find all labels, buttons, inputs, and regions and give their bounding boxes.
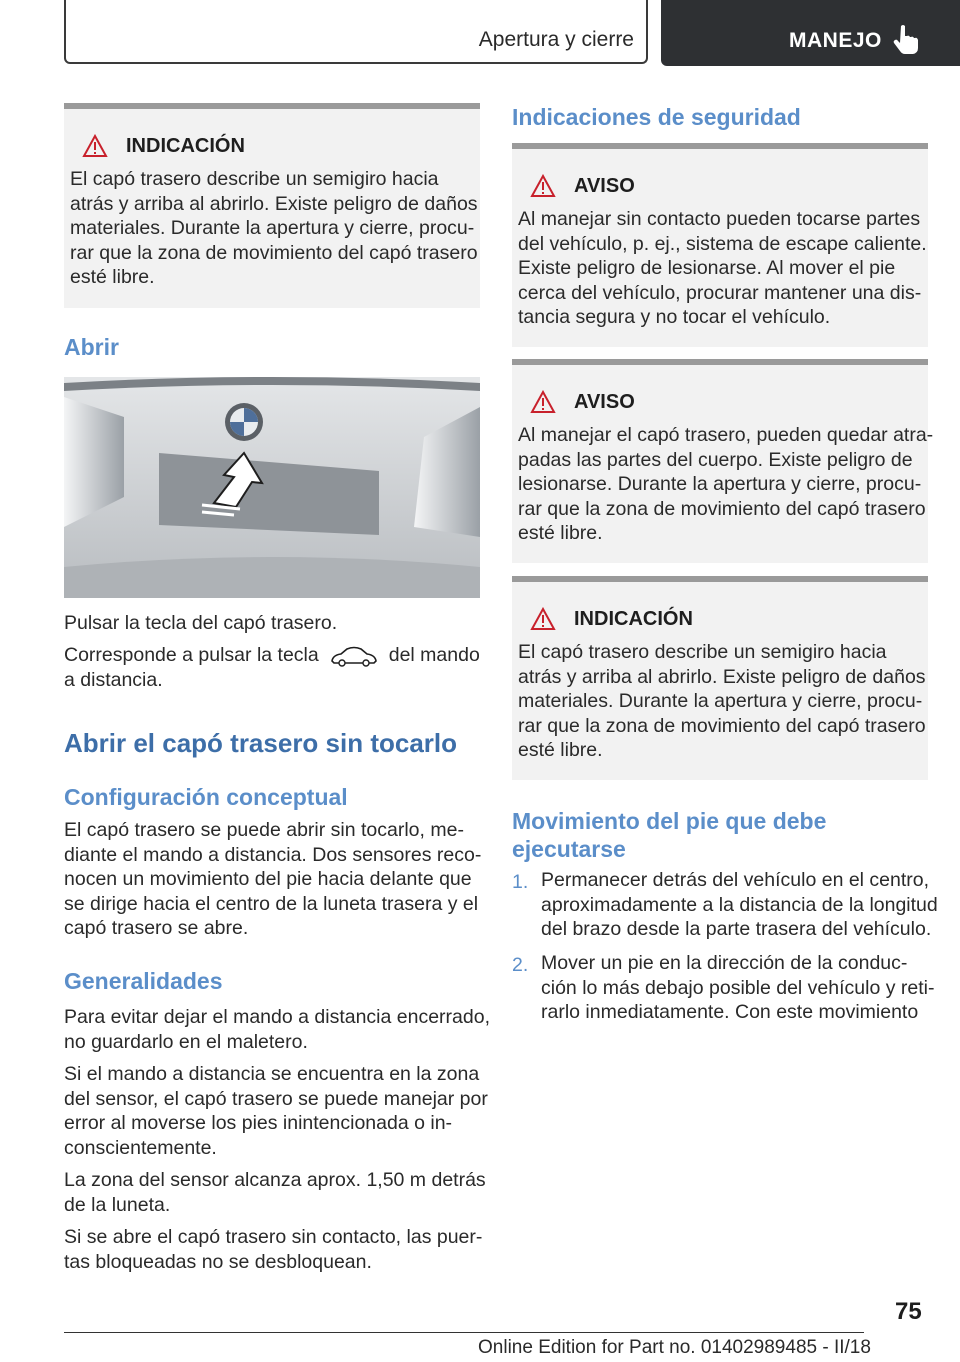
step-line: rarlo inmediatamente. Con este movimiento — [541, 1001, 919, 1023]
warning-line: esté libre. — [518, 522, 603, 544]
section-heading: Abrir el capó trasero sin tocarlo — [64, 728, 458, 758]
warning-title: AVISO — [574, 390, 635, 413]
general-heading: Generalidades — [64, 968, 223, 994]
general-line: del sensor, el capó trasero se puede manejar por — [64, 1087, 488, 1110]
general-line: Para evitar dejar el mando a distancia encerrado, — [64, 1006, 490, 1028]
warning-line: cerca del vehículo, procurar mantener una dis‐ — [518, 281, 922, 304]
concept-line: El capó trasero se puede abrir sin tocarlo, me‐ — [64, 819, 464, 841]
warning-line: Al manejar sin contacto pueden tocarse partes — [518, 208, 921, 230]
general-line: de la luneta. — [64, 1193, 171, 1216]
warning-line: rar que la zona de movimiento del capó trasero — [518, 497, 926, 520]
notice-line: rar que la zona de movimiento del capó trasero — [70, 241, 478, 264]
warning-line: tancia segura y no tocar el vehículo. — [518, 306, 831, 328]
warning-triangle-icon — [530, 174, 556, 198]
step-line: ción lo más debajo posible del vehículo y reti‐ — [541, 976, 935, 999]
notice-line: esté libre. — [518, 739, 603, 761]
general-line: Si el mando a distancia se encuentra en la zona — [64, 1063, 480, 1085]
open-instruction: Pulsar la tecla del capó trasero. — [64, 612, 338, 634]
open-heading: Abrir — [64, 334, 119, 360]
general-paragraph-1 — [64, 1005, 490, 1054]
concept-heading: Configuración conceptual — [64, 784, 348, 810]
section-title: Apertura y cierre — [478, 28, 634, 51]
header-chapter-tab — [661, 0, 960, 66]
concept-paragraph — [64, 818, 480, 941]
notice-line: materiales. Durante la apertura y cierre, procu‐ — [70, 217, 475, 239]
footer-edition: Online Edition for Part no. 01402989485 - II/18 — [478, 1337, 871, 1358]
warning-line: padas las partes del cuerpo. Existe peligro de — [518, 448, 913, 471]
foot-heading-line-1: Movimiento del pie que debe — [512, 808, 827, 834]
pointing-hand-icon — [893, 24, 919, 54]
warning-line: Al manejar el capó trasero, pueden quedar atra‐ — [518, 424, 934, 446]
notice-box — [512, 576, 928, 780]
general-line: conscientemente. — [64, 1136, 217, 1159]
notice-line: esté libre. — [70, 266, 155, 288]
concept-line: capó trasero se abre. — [64, 917, 249, 939]
open-remote-text-a: Corresponde a pulsar la tecla — [64, 644, 319, 666]
step-line: aproximadamente a la distancia de la longitud — [541, 893, 938, 916]
open-remote-text-b: del mando — [388, 644, 480, 666]
warning-triangle-icon — [82, 134, 108, 158]
concept-line: se dirige hacia el centro de la luneta trasera y el — [64, 892, 479, 915]
step-number: 1. — [512, 871, 529, 893]
notice-line: El capó trasero describe un semigiro hacia — [518, 641, 887, 663]
notice-line: rar que la zona de movimiento del capó trasero — [518, 714, 926, 737]
step-text — [541, 868, 938, 942]
step-line: del brazo desde la parte trasera del vehículo. — [541, 918, 932, 940]
general-paragraph-4 — [64, 1225, 483, 1274]
safety-heading: Indicaciones de seguridad — [512, 104, 801, 130]
notice-title: INDICACIÓN — [126, 134, 245, 157]
general-line: La zona del sensor alcanza aprox. 1,50 m detrás — [64, 1169, 486, 1191]
chapter-title: MANEJO — [789, 29, 882, 52]
notice-line: El capó trasero describe un semigiro hacia — [70, 168, 439, 190]
warning-title: AVISO — [574, 174, 635, 197]
general-line: Si se abre el capó trasero sin contacto, las puer‐ — [64, 1226, 483, 1248]
step-number: 2. — [512, 954, 529, 976]
warning-line: Existe peligro de lesionarse. Al mover el pie — [518, 257, 896, 279]
general-paragraph-3 — [64, 1168, 486, 1217]
warning-triangle-icon — [530, 607, 556, 631]
concept-line: diante el mando a distancia. Dos sensores reco‐ — [64, 843, 482, 866]
trunk-illustration — [64, 377, 480, 598]
general-line: error al moverse los pies inintencionada o in‐ — [64, 1112, 453, 1134]
notice-title: INDICACIÓN — [574, 607, 693, 630]
warning-box — [512, 359, 934, 563]
open-remote-paragraph — [64, 643, 480, 692]
step-line: Mover un pie en la dirección de la conduc‐ — [541, 952, 908, 974]
page-number: 75 — [895, 1298, 922, 1325]
foot-heading-line-2: ejecutarse — [512, 836, 626, 862]
open-remote-text-c: a distancia. — [64, 668, 163, 691]
notice-line: materiales. Durante la apertura y cierre, procu‐ — [518, 690, 923, 712]
warning-line: lesionarse. Durante la apertura y cierre, procu‐ — [518, 473, 922, 495]
warning-box — [512, 143, 928, 347]
general-line: tas bloqueadas no se desbloquean. — [64, 1250, 372, 1273]
trunk-photo — [64, 377, 480, 598]
step-line: Permanecer detrás del vehículo en el centro, — [541, 869, 930, 891]
general-paragraph-2 — [64, 1062, 488, 1160]
step-text — [541, 951, 934, 1025]
car-trunk-icon — [329, 645, 379, 667]
warning-line: del vehículo, p. ej., sistema de escape caliente. — [518, 232, 927, 255]
notice-box — [64, 103, 480, 308]
header-section-tab — [64, 0, 648, 64]
foot-movement-heading — [512, 807, 826, 863]
general-line: no guardarlo en el maletero. — [64, 1030, 308, 1053]
notice-line: atrás y arriba al abrirlo. Existe peligro de daños — [70, 192, 478, 215]
notice-line: atrás y arriba al abrirlo. Existe peligro de daños — [518, 665, 926, 688]
footer-divider — [64, 1332, 864, 1333]
warning-triangle-icon — [530, 390, 556, 414]
concept-line: nocen un movimiento del pie hacia delante que — [64, 868, 472, 890]
